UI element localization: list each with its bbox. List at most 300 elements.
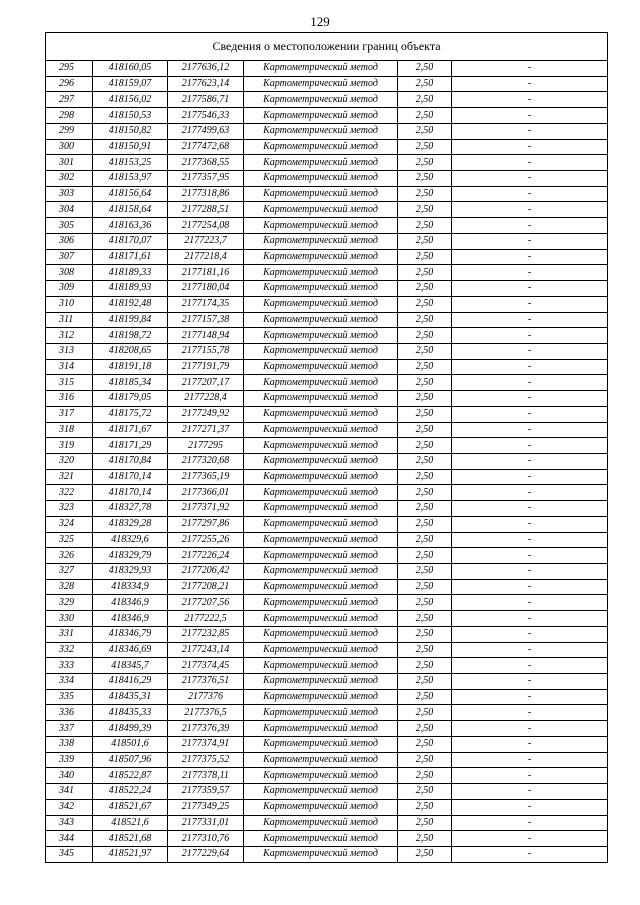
cell-method: Картометрический метод: [244, 689, 398, 705]
cell-method: Картометрический метод: [244, 92, 398, 108]
cell-description: -: [452, 674, 608, 690]
boundary-table: [45, 32, 608, 863]
cell-description: -: [452, 453, 608, 469]
cell-method: Картометрический метод: [244, 123, 398, 139]
cell-description: -: [452, 626, 608, 642]
cell-point-number: 305: [46, 218, 93, 234]
table-row: [46, 516, 608, 532]
cell-accuracy: 2,50: [398, 831, 452, 847]
cell-description: -: [452, 312, 608, 328]
cell-y-coordinate: 2177249,92: [168, 406, 244, 422]
table-row: [46, 123, 608, 139]
cell-x-coordinate: 418159,07: [93, 76, 168, 92]
cell-y-coordinate: 2177374,45: [168, 658, 244, 674]
cell-y-coordinate: 2177349,25: [168, 799, 244, 815]
cell-description: -: [452, 752, 608, 768]
cell-y-coordinate: 2177218,4: [168, 249, 244, 265]
cell-description: -: [452, 296, 608, 312]
table-title: Сведения о местоположении границ объекта: [46, 33, 608, 61]
cell-x-coordinate: 418329,28: [93, 516, 168, 532]
cell-method: Картометрический метод: [244, 391, 398, 407]
cell-x-coordinate: 418499,39: [93, 721, 168, 737]
cell-y-coordinate: 2177206,42: [168, 564, 244, 580]
cell-point-number: 304: [46, 202, 93, 218]
cell-x-coordinate: 418346,69: [93, 642, 168, 658]
cell-point-number: 319: [46, 438, 93, 454]
cell-description: -: [452, 469, 608, 485]
cell-accuracy: 2,50: [398, 438, 452, 454]
cell-description: -: [452, 579, 608, 595]
cell-y-coordinate: 2177359,57: [168, 784, 244, 800]
table-row: [46, 155, 608, 171]
cell-x-coordinate: 418435,31: [93, 689, 168, 705]
cell-accuracy: 2,50: [398, 186, 452, 202]
cell-point-number: 330: [46, 611, 93, 627]
table-row: [46, 218, 608, 234]
cell-point-number: 302: [46, 171, 93, 187]
table-row: [46, 139, 608, 155]
cell-method: Картометрический метод: [244, 815, 398, 831]
cell-description: -: [452, 343, 608, 359]
cell-description: -: [452, 689, 608, 705]
cell-x-coordinate: 418198,72: [93, 328, 168, 344]
table-row: [46, 438, 608, 454]
cell-point-number: 295: [46, 61, 93, 77]
cell-x-coordinate: 418522,87: [93, 768, 168, 784]
cell-point-number: 298: [46, 108, 93, 124]
cell-description: -: [452, 611, 608, 627]
cell-accuracy: 2,50: [398, 422, 452, 438]
cell-accuracy: 2,50: [398, 375, 452, 391]
cell-x-coordinate: 418171,29: [93, 438, 168, 454]
cell-y-coordinate: 2177376,51: [168, 674, 244, 690]
cell-x-coordinate: 418175,72: [93, 406, 168, 422]
cell-description: -: [452, 186, 608, 202]
cell-y-coordinate: 2177374,91: [168, 736, 244, 752]
cell-method: Картометрический метод: [244, 453, 398, 469]
table-row: [46, 721, 608, 737]
cell-accuracy: 2,50: [398, 155, 452, 171]
cell-description: -: [452, 108, 608, 124]
cell-accuracy: 2,50: [398, 139, 452, 155]
cell-y-coordinate: 2177228,4: [168, 391, 244, 407]
cell-method: Картометрический метод: [244, 674, 398, 690]
cell-method: Картометрический метод: [244, 784, 398, 800]
cell-point-number: 324: [46, 516, 93, 532]
cell-accuracy: 2,50: [398, 564, 452, 580]
cell-method: Картометрический метод: [244, 752, 398, 768]
cell-description: -: [452, 123, 608, 139]
cell-x-coordinate: 418170,14: [93, 469, 168, 485]
cell-accuracy: 2,50: [398, 296, 452, 312]
cell-accuracy: 2,50: [398, 752, 452, 768]
cell-y-coordinate: 2177232,85: [168, 626, 244, 642]
cell-point-number: 300: [46, 139, 93, 155]
cell-description: -: [452, 202, 608, 218]
table-row: [46, 359, 608, 375]
cell-x-coordinate: 418163,36: [93, 218, 168, 234]
cell-point-number: 312: [46, 328, 93, 344]
cell-description: -: [452, 721, 608, 737]
cell-method: Картометрический метод: [244, 516, 398, 532]
cell-description: -: [452, 846, 608, 862]
cell-method: Картометрический метод: [244, 359, 398, 375]
cell-point-number: 344: [46, 831, 93, 847]
cell-point-number: 321: [46, 469, 93, 485]
cell-description: -: [452, 784, 608, 800]
cell-method: Картометрический метод: [244, 233, 398, 249]
table-row: [46, 265, 608, 281]
cell-x-coordinate: 418171,67: [93, 422, 168, 438]
cell-point-number: 317: [46, 406, 93, 422]
page-number: 129: [310, 14, 330, 29]
cell-point-number: 313: [46, 343, 93, 359]
cell-accuracy: 2,50: [398, 249, 452, 265]
cell-point-number: 323: [46, 501, 93, 517]
table-row: [46, 579, 608, 595]
cell-description: -: [452, 516, 608, 532]
cell-x-coordinate: 418329,79: [93, 548, 168, 564]
cell-accuracy: 2,50: [398, 626, 452, 642]
table-row: [46, 391, 608, 407]
cell-method: Картометрический метод: [244, 312, 398, 328]
cell-accuracy: 2,50: [398, 674, 452, 690]
cell-description: -: [452, 155, 608, 171]
cell-description: -: [452, 642, 608, 658]
cell-description: -: [452, 501, 608, 517]
cell-accuracy: 2,50: [398, 736, 452, 752]
cell-x-coordinate: 418170,14: [93, 485, 168, 501]
cell-method: Картометрический метод: [244, 611, 398, 627]
cell-accuracy: 2,50: [398, 548, 452, 564]
cell-y-coordinate: 2177357,95: [168, 171, 244, 187]
cell-point-number: 320: [46, 453, 93, 469]
cell-y-coordinate: 2177223,7: [168, 233, 244, 249]
cell-method: Картометрический метод: [244, 658, 398, 674]
table-row: [46, 76, 608, 92]
cell-x-coordinate: 418156,64: [93, 186, 168, 202]
table-row: [46, 171, 608, 187]
cell-y-coordinate: 2177271,37: [168, 422, 244, 438]
cell-method: Картометрический метод: [244, 548, 398, 564]
cell-method: Картометрический метод: [244, 265, 398, 281]
cell-accuracy: 2,50: [398, 343, 452, 359]
cell-x-coordinate: 418156,02: [93, 92, 168, 108]
cell-method: Картометрический метод: [244, 595, 398, 611]
cell-description: -: [452, 532, 608, 548]
cell-y-coordinate: 2177318,86: [168, 186, 244, 202]
cell-y-coordinate: 2177331,01: [168, 815, 244, 831]
cell-description: -: [452, 139, 608, 155]
cell-point-number: 335: [46, 689, 93, 705]
cell-x-coordinate: 418170,84: [93, 453, 168, 469]
table-row: [46, 343, 608, 359]
table-row: [46, 469, 608, 485]
cell-accuracy: 2,50: [398, 846, 452, 862]
table-row: [46, 784, 608, 800]
cell-method: Картометрический метод: [244, 469, 398, 485]
cell-method: Картометрический метод: [244, 831, 398, 847]
cell-x-coordinate: 418189,93: [93, 281, 168, 297]
cell-y-coordinate: 2177148,94: [168, 328, 244, 344]
table-row: [46, 312, 608, 328]
cell-accuracy: 2,50: [398, 595, 452, 611]
cell-x-coordinate: 418345,7: [93, 658, 168, 674]
cell-point-number: 309: [46, 281, 93, 297]
cell-x-coordinate: 418501,6: [93, 736, 168, 752]
cell-y-coordinate: 2177207,17: [168, 375, 244, 391]
cell-point-number: 340: [46, 768, 93, 784]
cell-description: -: [452, 328, 608, 344]
cell-description: -: [452, 281, 608, 297]
table-row: [46, 705, 608, 721]
cell-point-number: 315: [46, 375, 93, 391]
cell-method: Картометрический метод: [244, 108, 398, 124]
cell-accuracy: 2,50: [398, 328, 452, 344]
cell-method: Картометрический метод: [244, 406, 398, 422]
cell-y-coordinate: 2177636,12: [168, 61, 244, 77]
cell-x-coordinate: 418185,34: [93, 375, 168, 391]
cell-method: Картометрический метод: [244, 343, 398, 359]
cell-method: Картометрический метод: [244, 721, 398, 737]
cell-y-coordinate: 2177254,08: [168, 218, 244, 234]
cell-y-coordinate: 2177157,38: [168, 312, 244, 328]
table-row: [46, 249, 608, 265]
table-row: [46, 406, 608, 422]
table-row: [46, 92, 608, 108]
cell-description: -: [452, 76, 608, 92]
cell-point-number: 339: [46, 752, 93, 768]
cell-accuracy: 2,50: [398, 815, 452, 831]
cell-accuracy: 2,50: [398, 501, 452, 517]
table-row: [46, 328, 608, 344]
cell-method: Картометрический метод: [244, 375, 398, 391]
cell-accuracy: 2,50: [398, 108, 452, 124]
cell-y-coordinate: 2177229,64: [168, 846, 244, 862]
table-row: [46, 815, 608, 831]
cell-accuracy: 2,50: [398, 784, 452, 800]
table-row: [46, 846, 608, 862]
cell-accuracy: 2,50: [398, 202, 452, 218]
table-row: [46, 281, 608, 297]
cell-accuracy: 2,50: [398, 705, 452, 721]
cell-method: Картометрический метод: [244, 846, 398, 862]
cell-point-number: 299: [46, 123, 93, 139]
table-title-row: [46, 33, 608, 61]
cell-x-coordinate: 418150,91: [93, 139, 168, 155]
table-row: [46, 485, 608, 501]
cell-accuracy: 2,50: [398, 469, 452, 485]
table-row: [46, 548, 608, 564]
cell-description: -: [452, 736, 608, 752]
cell-y-coordinate: 2177208,21: [168, 579, 244, 595]
cell-accuracy: 2,50: [398, 218, 452, 234]
cell-method: Картометрический метод: [244, 579, 398, 595]
cell-y-coordinate: 2177375,52: [168, 752, 244, 768]
table-row: [46, 611, 608, 627]
cell-x-coordinate: 418416,29: [93, 674, 168, 690]
table-row: [46, 375, 608, 391]
cell-method: Картометрический метод: [244, 626, 398, 642]
cell-point-number: 322: [46, 485, 93, 501]
cell-point-number: 306: [46, 233, 93, 249]
cell-accuracy: 2,50: [398, 265, 452, 281]
table-row: [46, 61, 608, 77]
cell-x-coordinate: 418158,64: [93, 202, 168, 218]
cell-x-coordinate: 418171,61: [93, 249, 168, 265]
cell-method: Картометрический метод: [244, 61, 398, 77]
cell-accuracy: 2,50: [398, 721, 452, 737]
cell-point-number: 338: [46, 736, 93, 752]
cell-y-coordinate: 2177191,79: [168, 359, 244, 375]
cell-y-coordinate: 2177586,71: [168, 92, 244, 108]
cell-point-number: 318: [46, 422, 93, 438]
cell-x-coordinate: 418507,96: [93, 752, 168, 768]
cell-method: Картометрический метод: [244, 422, 398, 438]
cell-y-coordinate: 2177472,68: [168, 139, 244, 155]
cell-x-coordinate: 418327,78: [93, 501, 168, 517]
cell-accuracy: 2,50: [398, 76, 452, 92]
table-row: [46, 658, 608, 674]
cell-method: Картометрический метод: [244, 296, 398, 312]
cell-accuracy: 2,50: [398, 642, 452, 658]
cell-x-coordinate: 418160,05: [93, 61, 168, 77]
table-row: [46, 799, 608, 815]
cell-description: -: [452, 233, 608, 249]
cell-point-number: 345: [46, 846, 93, 862]
cell-x-coordinate: 418329,6: [93, 532, 168, 548]
cell-point-number: 341: [46, 784, 93, 800]
cell-accuracy: 2,50: [398, 359, 452, 375]
cell-y-coordinate: 2177366,01: [168, 485, 244, 501]
cell-y-coordinate: 2177623,14: [168, 76, 244, 92]
cell-description: -: [452, 171, 608, 187]
cell-description: -: [452, 391, 608, 407]
cell-accuracy: 2,50: [398, 658, 452, 674]
cell-accuracy: 2,50: [398, 391, 452, 407]
cell-y-coordinate: 2177310,76: [168, 831, 244, 847]
table-row: [46, 752, 608, 768]
cell-point-number: 336: [46, 705, 93, 721]
cell-description: -: [452, 359, 608, 375]
table-row: [46, 689, 608, 705]
cell-description: -: [452, 485, 608, 501]
cell-accuracy: 2,50: [398, 768, 452, 784]
cell-method: Картометрический метод: [244, 736, 398, 752]
cell-point-number: 328: [46, 579, 93, 595]
boundary-table-frame: [45, 32, 607, 863]
cell-point-number: 314: [46, 359, 93, 375]
cell-accuracy: 2,50: [398, 92, 452, 108]
cell-point-number: 301: [46, 155, 93, 171]
table-row: [46, 626, 608, 642]
cell-description: -: [452, 406, 608, 422]
cell-point-number: 316: [46, 391, 93, 407]
cell-y-coordinate: 2177222,5: [168, 611, 244, 627]
cell-x-coordinate: 418521,97: [93, 846, 168, 862]
cell-method: Картометрический метод: [244, 438, 398, 454]
table-row: [46, 564, 608, 580]
table-row: [46, 595, 608, 611]
cell-description: -: [452, 705, 608, 721]
cell-point-number: 296: [46, 76, 93, 92]
cell-method: Картометрический метод: [244, 328, 398, 344]
table-row: [46, 233, 608, 249]
table-row: [46, 186, 608, 202]
cell-point-number: 334: [46, 674, 93, 690]
cell-x-coordinate: 418346,79: [93, 626, 168, 642]
cell-point-number: 325: [46, 532, 93, 548]
cell-method: Картометрический метод: [244, 799, 398, 815]
cell-x-coordinate: 418334,9: [93, 579, 168, 595]
cell-method: Картометрический метод: [244, 705, 398, 721]
cell-y-coordinate: 2177546,33: [168, 108, 244, 124]
cell-y-coordinate: 2177174,35: [168, 296, 244, 312]
cell-point-number: 303: [46, 186, 93, 202]
cell-y-coordinate: 2177378,11: [168, 768, 244, 784]
table-row: [46, 422, 608, 438]
table-row: [46, 453, 608, 469]
cell-accuracy: 2,50: [398, 233, 452, 249]
cell-point-number: 337: [46, 721, 93, 737]
table-row: [46, 202, 608, 218]
cell-method: Картометрический метод: [244, 202, 398, 218]
cell-description: -: [452, 658, 608, 674]
cell-description: -: [452, 218, 608, 234]
cell-x-coordinate: 418170,07: [93, 233, 168, 249]
cell-method: Картометрический метод: [244, 532, 398, 548]
cell-y-coordinate: 2177368,55: [168, 155, 244, 171]
cell-y-coordinate: 2177365,19: [168, 469, 244, 485]
cell-x-coordinate: 418153,25: [93, 155, 168, 171]
table-row: [46, 768, 608, 784]
cell-method: Картометрический метод: [244, 485, 398, 501]
table-row: [46, 108, 608, 124]
cell-y-coordinate: 2177320,68: [168, 453, 244, 469]
cell-y-coordinate: 2177207,56: [168, 595, 244, 611]
cell-point-number: 333: [46, 658, 93, 674]
cell-x-coordinate: 418153,97: [93, 171, 168, 187]
cell-accuracy: 2,50: [398, 689, 452, 705]
cell-x-coordinate: 418521,6: [93, 815, 168, 831]
cell-point-number: 327: [46, 564, 93, 580]
cell-point-number: 329: [46, 595, 93, 611]
cell-x-coordinate: 418192,48: [93, 296, 168, 312]
cell-y-coordinate: 2177288,51: [168, 202, 244, 218]
table-row: [46, 532, 608, 548]
cell-description: -: [452, 438, 608, 454]
cell-description: -: [452, 265, 608, 281]
cell-point-number: 310: [46, 296, 93, 312]
cell-accuracy: 2,50: [398, 799, 452, 815]
table-row: [46, 501, 608, 517]
cell-y-coordinate: 2177499,63: [168, 123, 244, 139]
cell-accuracy: 2,50: [398, 312, 452, 328]
cell-method: Картометрический метод: [244, 768, 398, 784]
cell-description: -: [452, 768, 608, 784]
cell-point-number: 307: [46, 249, 93, 265]
cell-x-coordinate: 418189,33: [93, 265, 168, 281]
cell-y-coordinate: 2177297,86: [168, 516, 244, 532]
cell-point-number: 342: [46, 799, 93, 815]
cell-y-coordinate: 2177243,14: [168, 642, 244, 658]
cell-accuracy: 2,50: [398, 406, 452, 422]
cell-description: -: [452, 375, 608, 391]
cell-y-coordinate: 2177376,5: [168, 705, 244, 721]
cell-y-coordinate: 2177376,39: [168, 721, 244, 737]
cell-x-coordinate: 418435,33: [93, 705, 168, 721]
cell-y-coordinate: 2177181,16: [168, 265, 244, 281]
